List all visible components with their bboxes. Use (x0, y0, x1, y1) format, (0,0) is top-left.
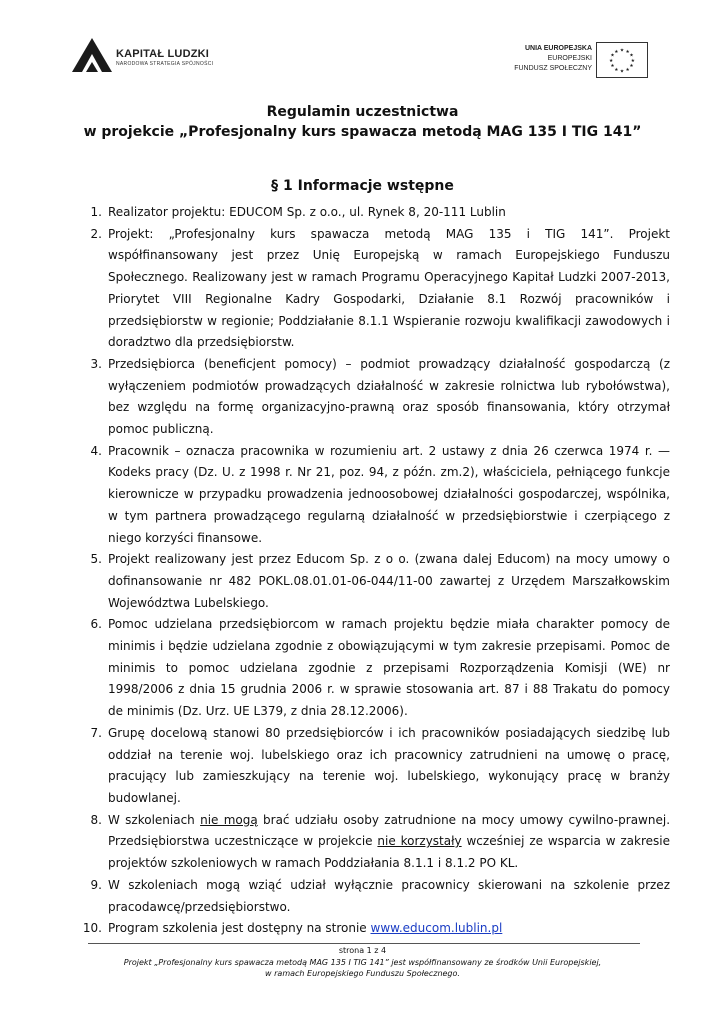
item-number: 8. (90, 812, 102, 827)
underlined-text: nie korzystały (377, 834, 462, 849)
item-number: 1. (90, 205, 102, 219)
item-text: W szkoleniach (108, 812, 201, 827)
item-text: W szkoleniach mogą wziąć udział wyłącznie pracownicy skierowani na szkolenie przez pracodawcę/przedsiębiorstwo. (108, 877, 670, 914)
item-number: 2. (90, 226, 102, 241)
item-text: Realizator projektu: EDUCOM Sp. z o.o., ul. Rynek 8, 20-111 Lublin (108, 205, 506, 219)
svg-text:★: ★ (619, 48, 625, 54)
page-header (0, 0, 725, 90)
list-item (80, 224, 670, 354)
item-number: 10. (82, 921, 102, 936)
svg-text:★: ★ (610, 53, 615, 59)
item-text: wcześniej ze wsparcia w zakresie projektów szkoleniowych w ramach Poddziałania 8.1.1 i 8.1.2 PO KL. (108, 834, 670, 871)
list-item (80, 441, 670, 550)
page-number: strona 1 z 4 (338, 946, 387, 955)
footer-divider (88, 943, 640, 944)
educom-website-link[interactable]: www.educom.lublin.pl (370, 921, 503, 936)
eu-flag-icon (596, 42, 648, 78)
list-item (80, 614, 670, 723)
kapital-ludzki-subtitle: NARODOWA STRATEGIA SPÓJNOŚCI (116, 61, 214, 67)
item-number: 3. (90, 356, 102, 371)
item-text: Pracownik – oznacza pracownika w rozumieniu art. 2 ustawy z dnia 26 czerwca 1974 r. — Kodeks pracy (Dz. U. z 1998 r. Nr 21, poz. 94, z późn. zm.2), właściciela, pełniącego funkcje kierownicze w przypadku prowadzenia jednoosobowej działalności gospodarczej, wspólnika, w tym partnera prowadzącego regularną działalność w przedsiębiorstwie i czerpiącego z niego korzyści finansowe. (108, 443, 670, 545)
eu-line-1: UNIA EUROPEJSKA (524, 45, 592, 52)
item-text: Przedsiębiorca (beneficjent pomocy) – podmiot prowadzący działalność gospodarczą (z wyłączeniem podmiotów prowadzących działalność w zakresie rolnictwa lub rybołówstwa), bez względu na formę organizacyjno-prawną oraz sposób finansowania, który otrzymał pomoc publiczną. (108, 356, 670, 437)
svg-text:★: ★ (629, 64, 634, 70)
item-number: 6. (90, 617, 102, 632)
regulation-list (80, 202, 670, 940)
item-number: 9. (90, 877, 102, 892)
list-item (80, 202, 670, 224)
svg-text:★: ★ (609, 58, 614, 64)
item-number: 5. (90, 552, 102, 567)
svg-text:★: ★ (614, 67, 619, 73)
eu-logo-text (514, 44, 592, 74)
eu-line-3: FUNDUSZ SPOŁECZNY (514, 65, 592, 72)
svg-text:★: ★ (629, 53, 634, 59)
kapital-ludzki-logo (70, 36, 114, 74)
section-title: § 1 Informacje wstępne (271, 178, 454, 194)
document-subtitle: w projekcie „Profesjonalny kurs spawacza metodą MAG 135 I TIG 141” (83, 124, 642, 140)
item-text: brać udziału osoby zatrudnione na mocy umowy cywilno-prawnej. Przedsiębiorstwa uczestniczące w projekcie (108, 812, 671, 849)
list-item (80, 354, 670, 441)
eu-line-2: EUROPEJSKI (547, 55, 592, 62)
underlined-text: nie mogą (200, 812, 258, 827)
kapital-ludzki-title: KAPITAŁ LUDZKI (116, 48, 210, 60)
svg-text:★: ★ (614, 49, 619, 55)
svg-text:★: ★ (625, 67, 630, 73)
list-item (80, 723, 670, 810)
item-text: Projekt: „Profesjonalny kurs spawacza metodą MAG 135 i TIG 141”. Projekt współfinansowany jest przez Unię Europejską w ramach Europejskiego Funduszu Społecznego. Realizowany jest w ramach Programu Operacyjnego Kapitał Ludzki 2007-2013, Priorytet VIII Regionalne Kadry Gospodarki, Działanie 8.1 Rozwój pracowników i przedsiębiorstw w regionie; Poddziałanie 8.1.1 Wspieranie rozwoju kwalifikacji zawodowych i doradztwo dla przedsiębiorstw. (108, 226, 670, 350)
item-text: Grupę docelową stanowi 80 przedsiębiorców i ich pracowników posiadających siedzibę lub oddział na terenie woj. lubelskiego oraz ich pracownicy zatrudnieni na umowę o pracę, pracujący lub zamieszkujący na terenie woj. lubelskiego, wykonujący pracę w branży budowlanej. (108, 725, 670, 805)
item-text: Program szkolenia jest dostępny na stronie (108, 921, 371, 936)
document-title: Regulamin uczestnictwa (266, 104, 459, 120)
footer-note-line-2: w ramach Europejskiego Funduszu Społecznego. (265, 969, 460, 978)
list-item (80, 810, 670, 875)
item-text: Projekt realizowany jest przez Educom Sp. z o o. (zwana dalej Educom) na mocy umowy o dofinansowanie nr 482 POKL.08.01.01-06-044/11-00 zawartej z Urzędem Marszałkowskim Województwa Lubelskiego. (108, 552, 670, 610)
svg-text:★: ★ (619, 69, 625, 75)
item-number: 7. (90, 725, 102, 740)
list-item (80, 918, 670, 940)
svg-text:★: ★ (630, 58, 635, 64)
svg-text:★: ★ (610, 64, 615, 70)
list-item (80, 875, 670, 918)
item-text: Pomoc udzielana przedsiębiorcom w ramach projektu będzie miała charakter pomocy de minimis i będzie udzielana zgodnie z obowiązującymi w tym zakresie przepisami. Pomoc de minimis to pomoc udzielana zgodnie z przepisami Rozporządzenia Komisji (WE) nr 1998/2006 z dnia 15 grudnia 2006 r. w sprawie stosowania art. 87 i 88 Trakatu do pomocy de minimis (Dz. Urz. UE L379, z dnia 28.12.2006). (108, 617, 670, 719)
item-number: 4. (90, 443, 102, 458)
svg-text:★: ★ (625, 49, 630, 55)
list-item (80, 549, 670, 614)
footer-note-line-1: Projekt „Profesjonalny kurs spawacza metodą MAG 135 I TIG 141” jest współfinansowany ze środków Unii Europejskiej, (123, 958, 602, 967)
